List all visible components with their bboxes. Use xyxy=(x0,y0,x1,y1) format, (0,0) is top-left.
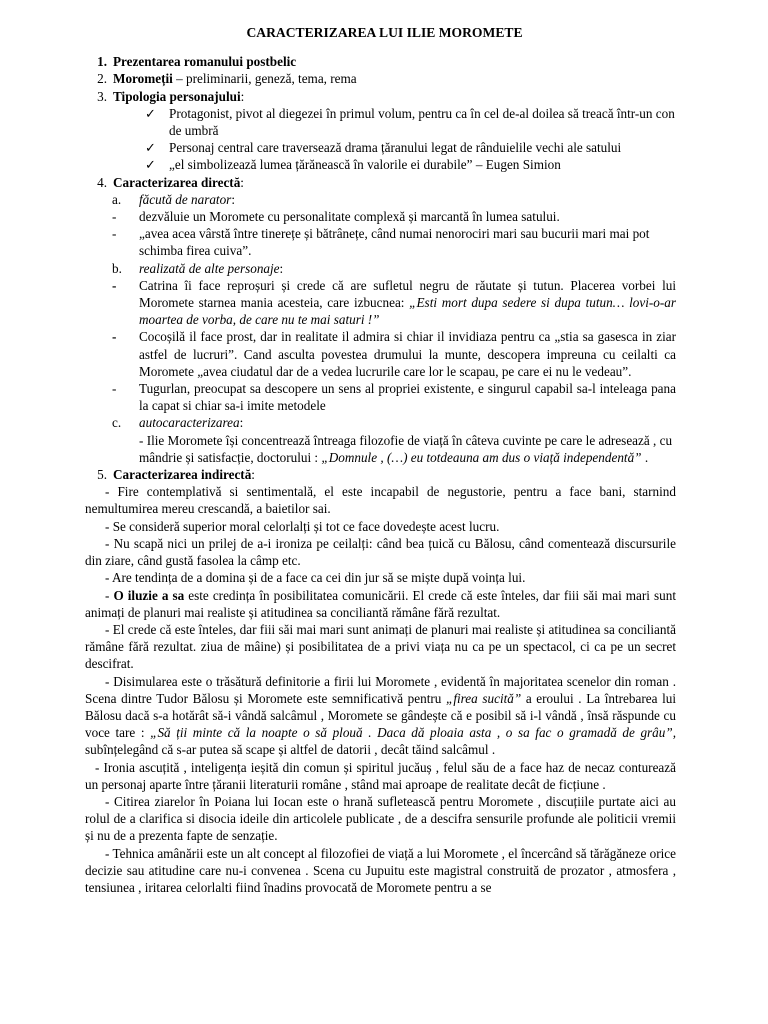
list-item-text: Protagonist, pivot al diegezei în primul volum, pentru ca în cel de-al doilea să treacă într-un con de umbră xyxy=(169,105,675,139)
list-item-text: „el simbolizează lumea țărănească în valorile ei durabile” – Eugen Simion xyxy=(169,157,561,173)
list-item-text: „avea acea vârstă între tinerețe și bătrânețe, când numai nenorociri mari sau bucurii mari mai pot schimba firea cuiva”. xyxy=(139,226,650,259)
paragraph-end: . xyxy=(641,449,649,465)
list-item xyxy=(112,328,676,380)
list-item xyxy=(112,208,676,225)
section-text: – preliminarii, geneză, tema, rema xyxy=(172,71,357,87)
emphasis-text: O iluzie a sa xyxy=(113,587,185,603)
paragraph-text: a eroului . La întrebarea lui Bălosu dacă s-a hotărât să-i vândă salcâmul , Moromete se gândește că e posibil să i-l vândă , însă răspunde cu voce tare : xyxy=(85,690,676,741)
quote-text: „firea sucită” xyxy=(445,690,522,706)
list-item-text: Tugurlan, preocupat sa descopere un sens al propriei existente, e singurul capabil sa-l inteleaga pana la capat si chiar sa-i imite metodele xyxy=(139,381,676,414)
list-item-text: dezvăluie un Moromete cu personalitate complexă și marcantă în lumea satului. xyxy=(139,209,560,225)
quote-text: „Esti mort dupa sedere si dupa tutun… lovi-o-ar moartea de vorba, de care nu te mai saturi !” xyxy=(139,295,676,328)
list-item xyxy=(145,156,676,173)
subsection-letter: a. xyxy=(112,191,122,207)
section-number: 2. xyxy=(97,71,107,87)
subsection-b xyxy=(112,260,676,277)
paragraph-text: - Disimularea este o trăsătură definitorie a firii lui Moromete , evidentă în majoritatea scenelor din roman . Scena dintre Tudor Bălosu și Moromete este semnificativă pentru xyxy=(85,673,676,706)
list-item-text: Personaj central care traversează drama țăranului legat de rânduielile vechi ale satului xyxy=(169,140,622,156)
section-colon: : xyxy=(240,174,244,190)
paragraph: - O iluzie a sa este credința în posibilitatea comunicării. El crede că este înteles, dar fiii săi mai mari sunt animați de planuri mai realiste și atitudinea sa conciliantă rămâne fără rezultat. xyxy=(85,587,676,620)
section-colon: : xyxy=(240,88,245,104)
subsection-a xyxy=(112,191,676,208)
section-heading: Caracterizarea indirectă xyxy=(113,467,252,483)
section-3 xyxy=(85,88,676,105)
section-heading: Prezentarea romanului postbelic xyxy=(113,54,297,70)
subsection-colon: : xyxy=(231,191,235,207)
subsection-heading: autocaracterizarea xyxy=(139,415,240,431)
list-item xyxy=(145,139,676,156)
dash-marker: - xyxy=(112,381,117,397)
dash-marker: - xyxy=(112,329,117,345)
quote-text: „Domnule , (…) eu totdeauna am dus o viață independentă” xyxy=(321,449,642,465)
checkmark-icon: ✓ xyxy=(145,105,156,121)
section-number: 3. xyxy=(97,88,107,104)
paragraph-text: subînțelegând că s-ar putea să scape și altfel de datorii , decât tăind salcâmul . xyxy=(85,742,496,758)
section-2 xyxy=(85,70,676,87)
section-4 xyxy=(85,174,676,191)
list-item xyxy=(112,225,676,259)
section-1 xyxy=(85,53,676,70)
list-item xyxy=(112,380,676,414)
subsection-heading: făcută de narator xyxy=(139,191,232,207)
section-heading: Tipologia personajului xyxy=(113,88,241,104)
checkmark-icon: ✓ xyxy=(145,140,156,156)
document-title: CARACTERIZAREA LUI ILIE MOROMETE xyxy=(246,25,523,40)
paragraph-text: este credința în posibilitatea comunicării. El crede că este înteles, dar fiii săi mai mari sunt animați de planuri mai realiste și atitudinea sa conciliantă rămâne fără rezultat. xyxy=(85,587,676,620)
paragraph: - Ironia ascuțită , inteligența ieșită din comun și spiritul jucăuș , felul său de a face haz de necaz conturează un personaj aparte între țăranii literaturii române , stând mai aproape de realitate decât de ficțiune . xyxy=(85,759,676,792)
section-heading: Caracterizarea directă xyxy=(113,174,241,190)
quote-text: „Să ții minte că la noapte o să plouă . Daca dă ploaia asta , o sa fac o gramadă de grâu”, xyxy=(150,725,676,741)
dash-marker: - xyxy=(112,226,117,242)
section-number: 1. xyxy=(97,54,107,70)
paragraph: - Citirea ziarelor în Poiana lui Iocan este o hrană sufletească pentru Moromete , discuțiile purtate aici au rolul de a clarifica si disocia ideile din articolele publicate , de a descifra sensurile profunde ale politicii vremii și nu de a prezenta fapte de senzație. xyxy=(85,793,676,844)
section-5 xyxy=(85,466,676,483)
subsection-letter: b. xyxy=(112,260,122,276)
subsection-c xyxy=(112,414,676,431)
paragraph-text: - Ilie Moromete își concentrează întreaga filozofie de viață în câteva cuvinte pe care le adresează , cu mândrie și satisfacție, doctorului : xyxy=(139,432,673,465)
subsection-colon: : xyxy=(239,415,244,431)
paragraph: - El crede că este înteles, dar fiii săi mai mari sunt animați de planuri mai realiste și atitudinea sa conciliantă rămâne fără rezultat. ziua de mâine) și posibilitatea de a privi viața nu ca pe un spectacol, ci ca pe un secret descifrat. xyxy=(85,621,676,672)
paragraph: - Nu scapă nici un prilej de a-i ironiza pe ceilalți: când bea țuică cu Bălosu, când comentează discursurile din ziare, când gustă fasolea la câmp etc. xyxy=(85,535,676,569)
list-item xyxy=(145,105,676,139)
subsection-letter: c. xyxy=(112,415,122,431)
subsection-heading: realizată de alte personaje xyxy=(139,260,280,276)
dash-marker: - xyxy=(112,277,117,293)
checkmark-icon: ✓ xyxy=(145,157,156,173)
subsection-colon: : xyxy=(279,260,284,276)
paragraph: - Tehnica amânării este un alt concept al filozofiei de viață a lui Moromete , el încercând să tărăgăneze orice decizie sau atitudine care nu-i convenea . Scena cu Jupuitu este magistral construită de prozator , atmosfera , tensiunea , iritarea celorlalti fiind înadins provocată de Moromete pentru a se xyxy=(85,845,676,895)
section-number: 5. xyxy=(97,467,107,483)
paragraph: - Fire contemplativă si sentimentală, el este incapabil de negustorie, pentru a face bani, starnind nemultumirea mereu crescandă, a baietilor sai. xyxy=(85,484,676,517)
paragraph: - Are tendința de a domina și de a face ca cei din jur să se miște după voința lui. xyxy=(105,570,526,586)
dash-marker: - xyxy=(112,209,117,225)
section-colon: : xyxy=(251,467,255,483)
paragraph: - Se consideră superior moral celorlalți și tot ce face dovedește acest lucru. xyxy=(105,518,500,534)
list-item-text: Cocoșilă il face prost, dar in realitate il admira si chiar il invidiaza pentru ca „stia sa gasesca in ziar astfel de lucruri”. Cand asculta povestea drumului la munte, descopera impreuna cu ceilalti ca Moromete „avea ciudatul dar de a vedea lucrurile care lor le scapau, pe care ei nu le vedeau”. xyxy=(139,329,676,379)
section-heading: Moromeții xyxy=(113,71,173,87)
autocaracterizare-paragraph xyxy=(139,432,676,466)
list-item-text: Catrina îi face reproșuri și crede că are sufletul negru de răutate și tutun. Placerea vorbei lui Moromete starnea mania acesteia, care izbucnea: xyxy=(139,277,676,311)
list-item xyxy=(112,277,676,329)
section-number: 4. xyxy=(97,174,107,190)
paragraph xyxy=(85,673,676,759)
